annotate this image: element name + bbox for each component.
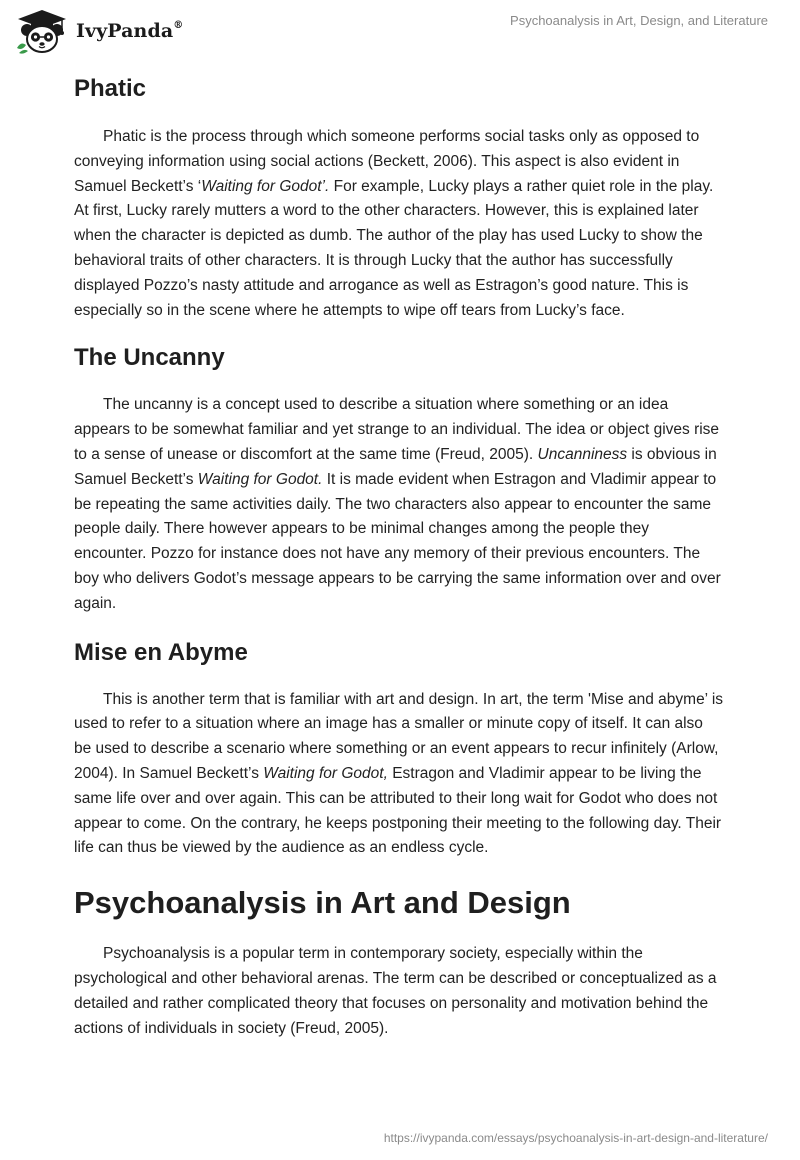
- panda-graduate-icon: [14, 8, 70, 54]
- paragraph-uncanny: The uncanny is a concept used to describe a situation where something or an idea appears to be somewhat familiar and yet strange to an individual. The idea or object gives rise to a sense of unease or discomfort at the same time (Freud, 2005). Uncanniness is obvious in Samuel Beckett’s Waiting for Godot. It is made evident when Estragon and Vladimir appear to be repeating the same activities daily. The two characters also appear to encounter the same people daily. There however appears to be minimal changes among the people they encounter. Pozzo for instance does not have any memory of their previous encounters. The boy who delivers Godot’s message appears to be carrying the same information over and over again.: [74, 396, 721, 612]
- ivypanda-logo[interactable]: [14, 8, 183, 54]
- article-body: [74, 70, 724, 1041]
- source-url[interactable]: https://ivypanda.com/essays/psychoanalysis-in-art-design-and-literature/: [383, 1131, 768, 1145]
- paragraph-phatic: Phatic is the process through which someone performs social tasks only as opposed to conveying information using social actions (Beckett, 2006). This aspect is also evident in Samuel Beckett’s ‘Waiting for Godot’. For example, Lucky plays a rather quiet role in the play. At first, Lucky rarely mutters a word to the other characters. However, this is explained later when the character is depicted as dumb. The author of the play has used Lucky to show the behavioral traits of other characters. It is through Lucky that the author has successfully displayed Pozzo’s nasty attitude and arrogance as well as Estragon’s good nature. This is especially so in the scene where he attempts to wipe off tears from Lucky’s face.: [74, 128, 714, 319]
- section-heading-uncanny: The Uncanny: [74, 344, 225, 372]
- paragraph-psychoanalysis: Psychoanalysis is a popular term in contemporary society, especially within the psychological and other behavioral arenas. The term can be described or conceptualized as a detailed and rather complicated theory that focuses on personality and motivation behind the actions of individuals in society (Freud, 2005).: [74, 945, 717, 1037]
- page-header: [0, 0, 800, 60]
- section-heading-mise-en-abyme: Mise en Abyme: [74, 638, 248, 666]
- paragraph-mise-en-abyme: This is another term that is familiar with art and design. In art, the term 'Mise and abyme’ is used to refer to a situation where an image has a smaller or minute copy of itself. It can also be used to describe a scenario where something or an event appears to recur infinitely (Arlow, 2004). In Samuel Beckett’s Waiting for Godot, Estragon and Vladimir appear to be living the same life over and over again. This can be attributed to their long wait for Godot who does not appear to come. On the contrary, he keeps postponing their meeting to the following day. Their life can thus be viewed by the audience as an endless cycle.: [74, 690, 724, 857]
- document-title: Psychoanalysis in Art, Design, and Literature: [510, 13, 768, 28]
- section-heading-phatic: Phatic: [74, 75, 147, 102]
- brand-name: IvyPanda®: [76, 19, 184, 42]
- section-heading-psychoanalysis: Psychoanalysis in Art and Design: [74, 885, 571, 921]
